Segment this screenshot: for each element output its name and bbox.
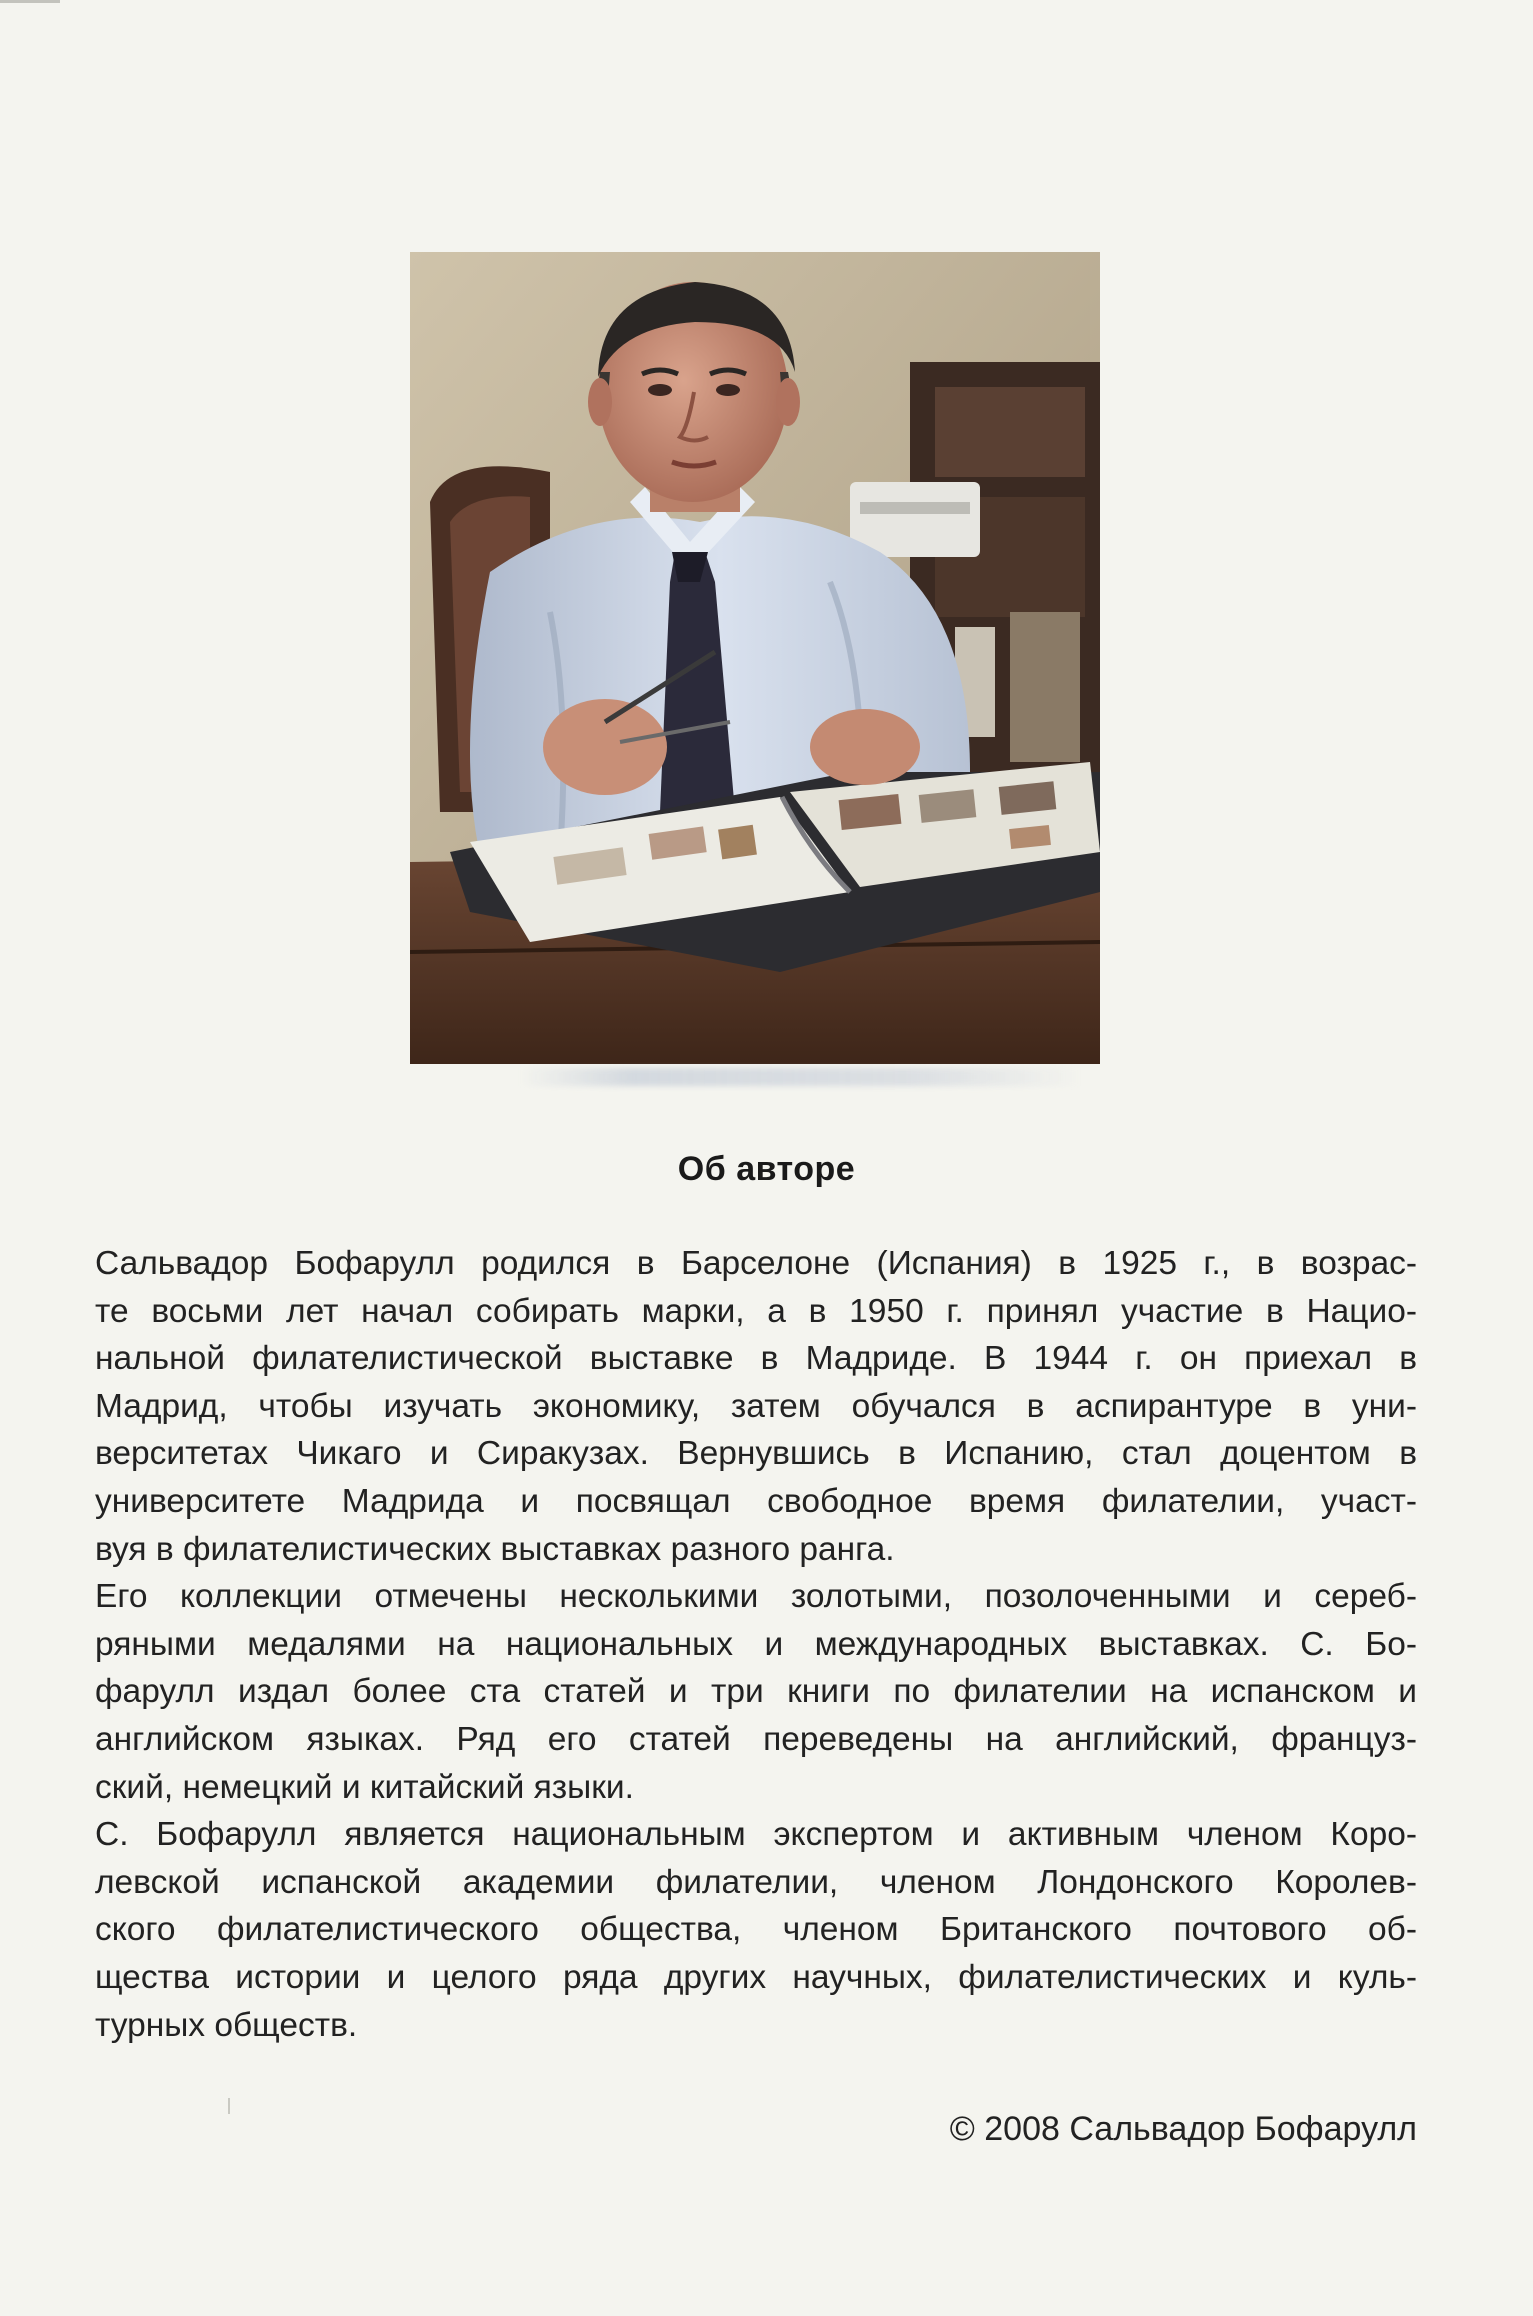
author-photo (410, 252, 1100, 1064)
bio-line: английском языках. Ряд его статей переведены на английский, француз- (95, 1720, 1417, 1758)
bio-line: турных обществ. (95, 2006, 358, 2044)
bio-line: нальной филателистической выставке в Мадриде. В 1944 г. он приехал в (95, 1340, 1417, 1378)
bio-line: те восьми лет начал собирать марки, а в 1950 г. принял участие в Нацио- (95, 1292, 1417, 1330)
bio-line: щества истории и целого ряда других научных, филателистических и куль- (95, 1958, 1417, 1996)
bio-paragraph-1 (95, 1240, 1417, 1573)
bio-line: верситетах Чикаго и Сиракузах. Вернувшись в Испанию, стал доцентом в (95, 1435, 1417, 1473)
photo-bottom-shadow (520, 1068, 1080, 1086)
bio-line: фарулл издал более ста статей и три книги по филателии на испанском и (95, 1673, 1417, 1711)
author-biography (95, 1240, 1417, 2049)
bio-line: ряными медалями на национальных и международных выставках. С. Бо- (95, 1625, 1417, 1663)
bio-line: вуя в филателистических выставках разного ранга. (95, 1530, 895, 1568)
copyright-notice: © 2008 Сальвадор Бофарулл (949, 2110, 1417, 2148)
bio-line: Мадрид, чтобы изучать экономику, затем обучался в аспирантуре в уни- (95, 1387, 1417, 1425)
author-portrait-illustration (410, 252, 1100, 1064)
bio-line: ского филателистического общества, членом Британского почтового об- (95, 1911, 1417, 1949)
bio-line: С. Бофарулл является национальным экспертом и активным членом Коро- (95, 1816, 1417, 1854)
corner-crop-mark (0, 0, 60, 19)
bio-paragraph-2 (95, 1573, 1417, 1811)
bio-line: университете Мадрида и посвящал свободное время филателии, участ- (95, 1482, 1417, 1520)
page-title: Об авторе (677, 1150, 856, 1188)
bio-line: левской испанской академии филателии, членом Лондонского Королев- (95, 1863, 1417, 1901)
scan-artifact-mark (228, 2098, 230, 2114)
bio-paragraph-3 (95, 1811, 1417, 2049)
bio-line: ский, немецкий и китайский языки. (95, 1768, 634, 1806)
bio-line: Сальвадор Бофарулл родился в Барселоне (Испания) в 1925 г., в возрас- (95, 1245, 1417, 1282)
bio-line: Его коллекции отмечены несколькими золотыми, позолоченными и сереб- (95, 1578, 1417, 1616)
